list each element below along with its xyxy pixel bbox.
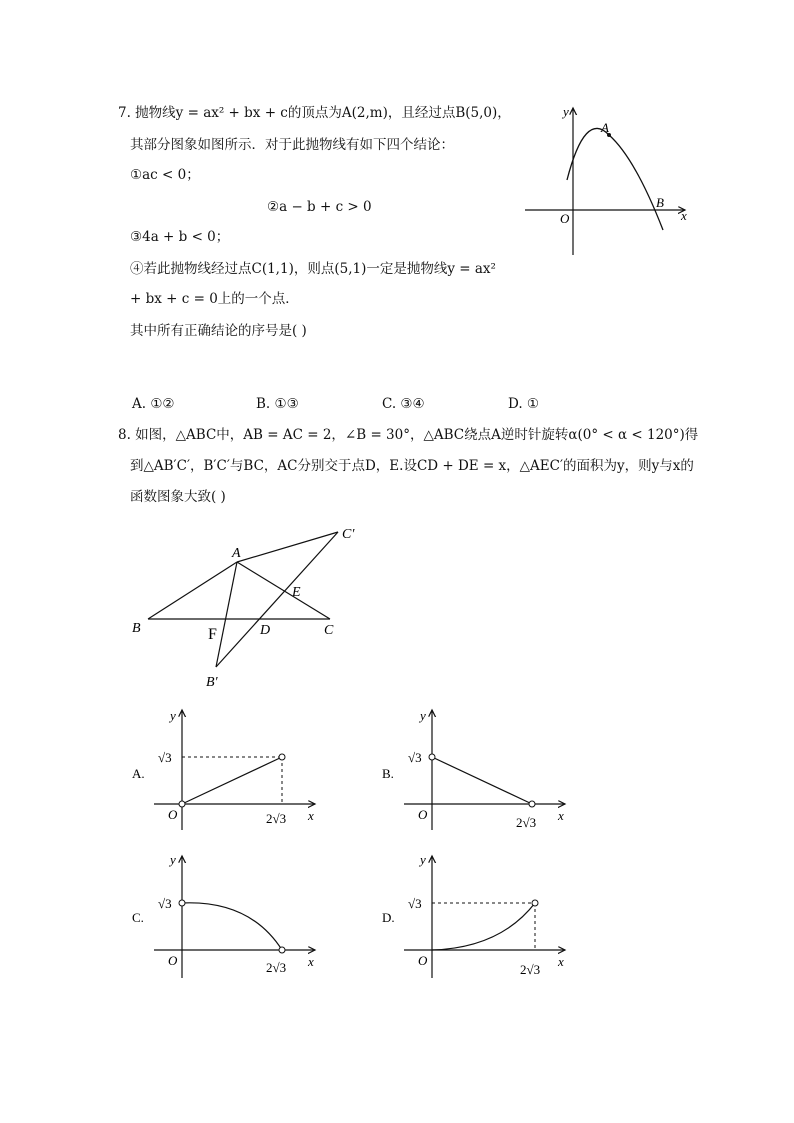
x-tick-label: 2√3 — [516, 815, 537, 830]
y-axis-label: y — [170, 852, 176, 867]
segment-ac — [237, 562, 330, 619]
segment-ac-prime — [237, 532, 338, 562]
q8-line-3: 函数图象大致( ) — [130, 489, 226, 505]
q7-option-a[interactable]: A. ①② — [132, 396, 175, 412]
label-f: F — [208, 626, 217, 643]
q7-conclusion-4: ④若此抛物线经过点C(1,1)，则点(5,1)一定是抛物线y = ax² — [130, 261, 496, 277]
q7-option-c[interactable]: C. ③④ — [382, 396, 425, 412]
y-axis-label: y — [420, 852, 426, 867]
open-endpoint-end — [532, 900, 538, 906]
q8-line-1: 8. 如图，△ABC中，AB = AC = 2，∠B = 30°，△ABC绕点A逆时针旋转α(0° < α < 120°)得 — [118, 427, 699, 443]
x-tick-label: 2√3 — [266, 811, 287, 826]
function-curve — [182, 903, 282, 950]
y-tick-label: √3 — [158, 750, 172, 765]
segment-ab — [148, 562, 237, 619]
y-axis-label: y — [563, 104, 569, 119]
q7-prompt: 其中所有正确结论的序号是( ) — [130, 323, 307, 339]
q7-option-b[interactable]: B. ①③ — [256, 396, 299, 412]
q8-option-d-graph[interactable] — [380, 852, 580, 982]
label-d: D — [260, 623, 271, 638]
y-axis-label: y — [420, 708, 426, 723]
function-line — [182, 757, 282, 804]
root-label: B — [656, 195, 664, 210]
q7-conclusion-3: ③4a + b < 0； — [130, 229, 230, 245]
q8-option-c-graph[interactable] — [130, 852, 330, 982]
open-endpoint-end — [529, 801, 535, 807]
q7-parabola-figure — [525, 100, 705, 260]
x-tick-label: 2√3 — [266, 960, 287, 975]
open-endpoint-start — [179, 801, 185, 807]
label-c-prime: C′ — [342, 527, 355, 542]
label-b: B — [132, 621, 141, 636]
q7-option-d[interactable]: D. ① — [508, 396, 540, 412]
function-line — [432, 757, 532, 804]
label-e: E — [292, 585, 301, 600]
parabola-curve — [567, 128, 663, 230]
q7-line-2: 其部分图象如图所示．对于此抛物线有如下四个结论： — [130, 137, 454, 153]
label-a: A — [232, 546, 241, 561]
label-b-prime: B′ — [206, 675, 218, 690]
q7-conclusion-1: ①ac < 0； — [130, 167, 200, 183]
q8-line-2: 到△AB′C′，B′C′与BC，AC分别交于点D，E.设CD + DE = x，△AEC′的面积为y，则y与x的 — [130, 458, 694, 474]
segment-ab-prime — [216, 562, 237, 667]
x-axis-label: x — [681, 208, 687, 223]
open-endpoint-end — [279, 754, 285, 760]
function-curve — [432, 903, 535, 950]
q7-conclusion-4-cont: + bx + c = 0上的一个点． — [130, 291, 299, 307]
x-axis-label: x — [558, 954, 564, 969]
q8-triangle-figure — [128, 522, 368, 692]
y-tick-label: √3 — [158, 896, 172, 911]
origin-label: O — [168, 953, 178, 968]
origin-label: O — [560, 211, 570, 226]
x-tick-label: 2√3 — [520, 962, 541, 977]
option-letter: D. — [382, 910, 395, 925]
open-endpoint-start — [429, 754, 435, 760]
x-axis-label: x — [558, 808, 564, 823]
open-endpoint-end — [279, 947, 285, 953]
q8-option-b-graph[interactable] — [380, 706, 580, 836]
q8-option-a-graph[interactable] — [130, 706, 330, 836]
origin-label: O — [168, 807, 178, 822]
label-c: C — [324, 623, 334, 638]
origin-label: O — [418, 807, 428, 822]
y-tick-label: √3 — [408, 896, 422, 911]
x-axis-label: x — [308, 954, 314, 969]
vertex-label: A — [601, 120, 609, 135]
x-axis-label: x — [308, 808, 314, 823]
q7-conclusion-2: ②a − b + c > 0 — [267, 199, 372, 215]
open-endpoint-start — [179, 900, 185, 906]
y-tick-label: √3 — [408, 750, 422, 765]
origin-label: O — [418, 953, 428, 968]
y-axis-label: y — [170, 708, 176, 723]
option-letter: A. — [132, 766, 145, 781]
q7-line-1: 7. 抛物线y = ax² + bx + c的顶点为A(2,m)，且经过点B(5,0)， — [118, 105, 511, 121]
option-letter: C. — [132, 910, 144, 925]
option-letter: B. — [382, 766, 394, 781]
